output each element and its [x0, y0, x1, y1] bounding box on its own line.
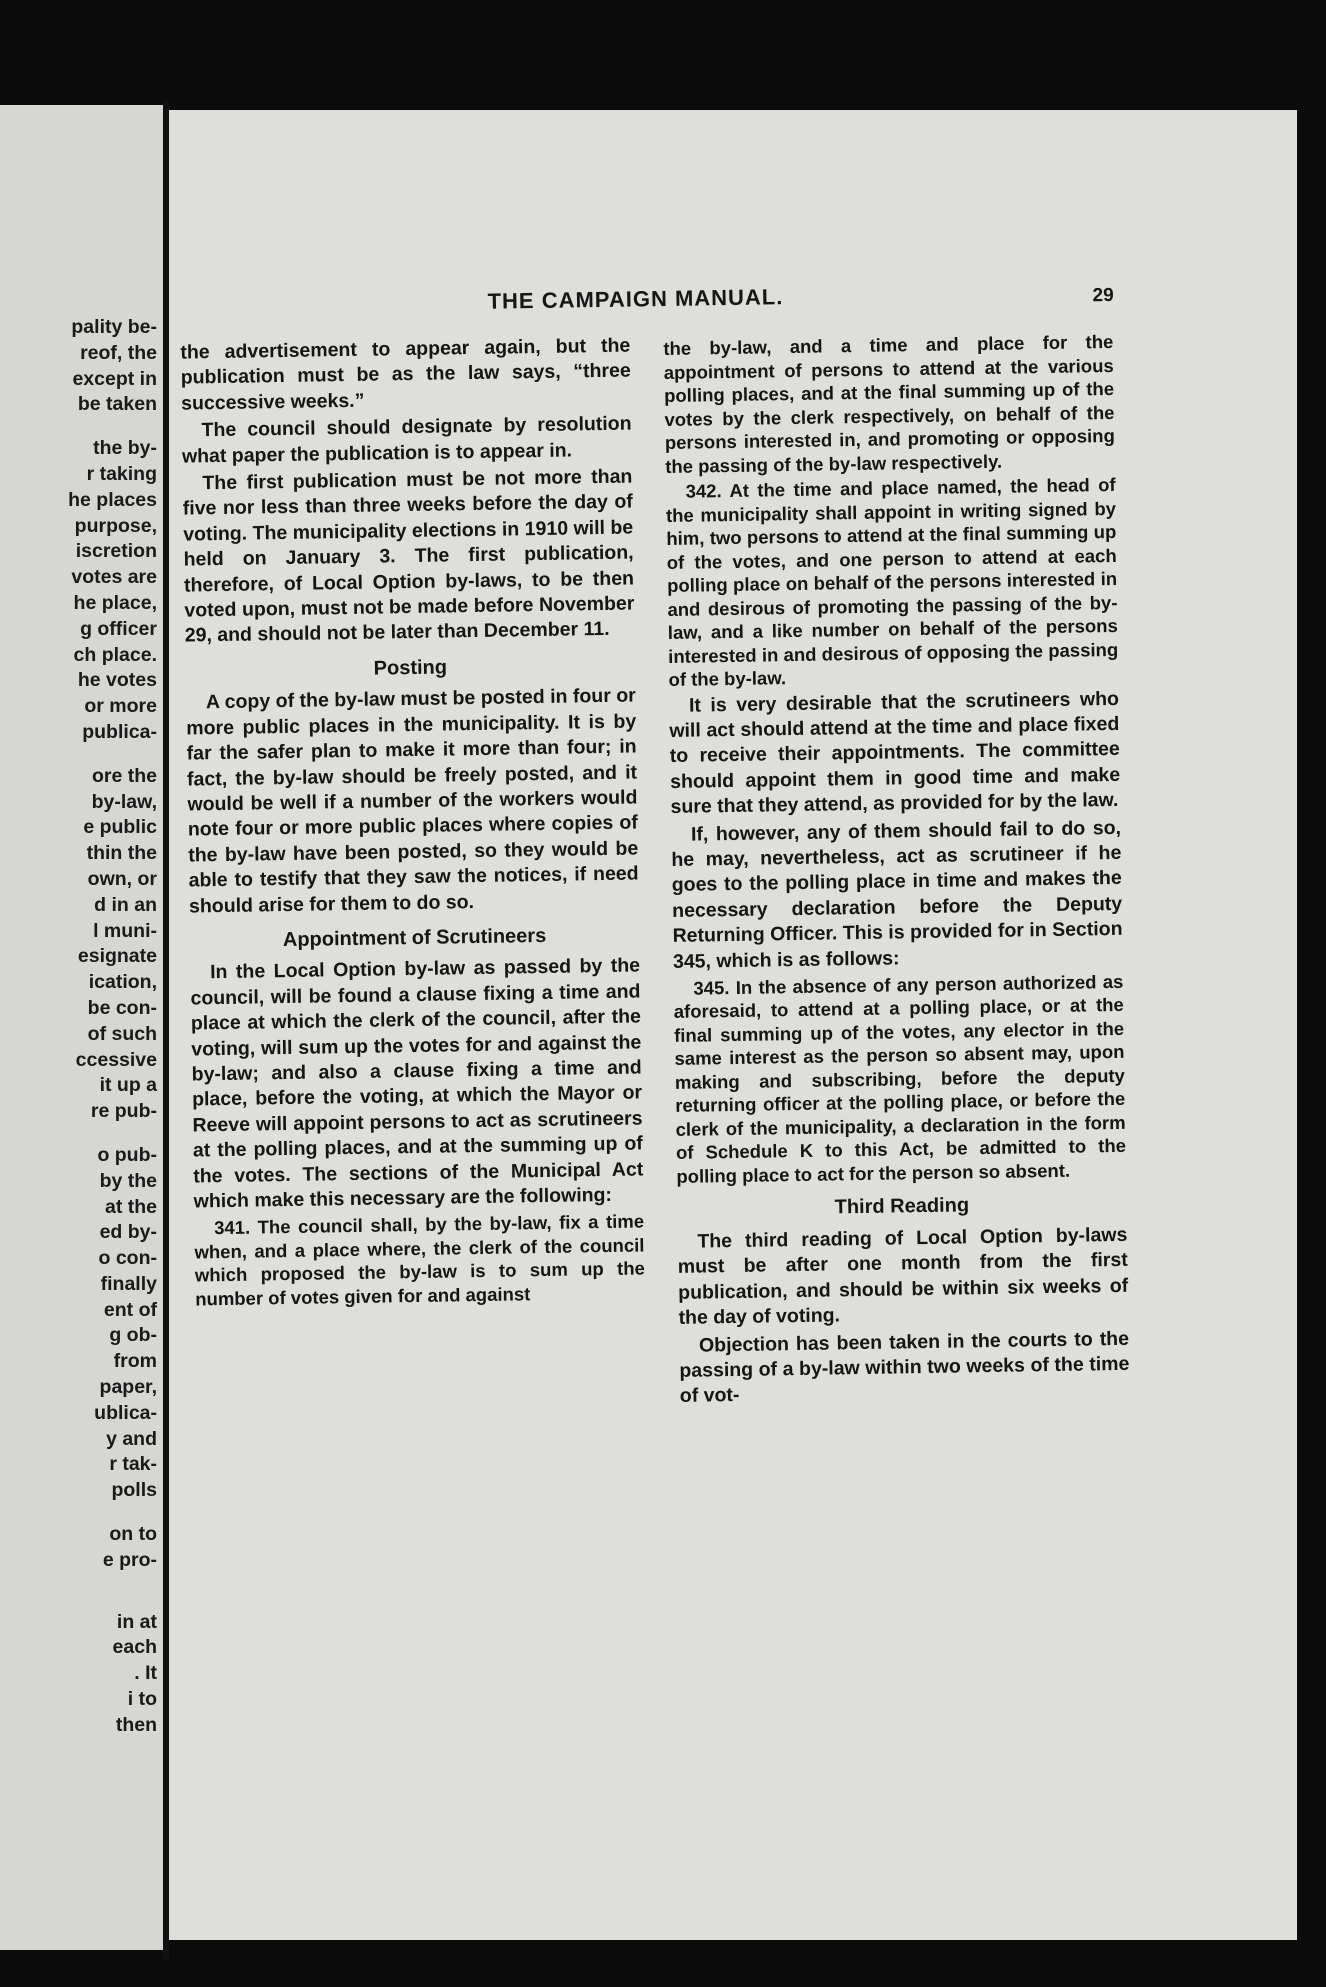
previous-page-line: then: [115, 1713, 157, 1736]
previous-page-line: own, or: [87, 867, 157, 890]
previous-page-line: ent of: [103, 1298, 157, 1321]
previous-page-line: iscretion: [75, 540, 157, 563]
previous-page-line: by the: [99, 1169, 157, 1192]
previous-page-line: the by-: [93, 437, 157, 460]
previous-page-line: he places: [68, 488, 157, 511]
previous-page-line: . It: [134, 1662, 157, 1685]
previous-page-line: of such: [87, 1022, 157, 1045]
page-content: [169, 110, 1297, 1940]
previous-page-line: except in: [72, 367, 157, 390]
previous-page-line: [0, 1125, 157, 1143]
previous-page-line: ed by-: [99, 1221, 157, 1244]
right-column: [663, 330, 1130, 1410]
previous-page-line: purpose,: [74, 514, 157, 537]
previous-page-line: re pub-: [90, 1100, 157, 1123]
running-header: [169, 276, 1286, 328]
previous-page-line: e public: [83, 816, 157, 839]
previous-page-line: ublica-: [94, 1401, 157, 1424]
previous-page-line: publica-: [82, 720, 157, 743]
previous-page-line: he votes: [77, 669, 157, 692]
previous-page-line: by-law,: [91, 790, 157, 813]
previous-page-line: r tak-: [109, 1453, 157, 1476]
previous-page-line: be con-: [87, 996, 157, 1019]
previous-page-line: pality be-: [71, 316, 157, 338]
previous-page-line: paper,: [99, 1376, 157, 1399]
paragraph: It is very desirable that the scrutineers who will act should attend at the time and place fixed to receive their appointments. The committee should appoint them in good time and make sure that they attend, as provided for by the law.: [669, 687, 1121, 819]
paragraph: Objection has been taken in the courts to the passing of a by-law within two weeks of the time of vot-: [679, 1327, 1130, 1408]
previous-page-text-fragments: [0, 315, 157, 1739]
previous-page-line: in at: [116, 1610, 157, 1633]
previous-page-line: on to: [109, 1523, 157, 1546]
previous-page-line: he place,: [73, 591, 157, 614]
previous-page-line: l muni-: [93, 919, 157, 942]
previous-page-line: finally: [100, 1272, 157, 1295]
previous-page-line: y and: [106, 1427, 157, 1450]
previous-page-line: ccessive: [75, 1048, 157, 1071]
previous-page-line: o pub-: [97, 1143, 157, 1166]
previous-page-line: from: [113, 1350, 157, 1373]
previous-page-line: each: [112, 1636, 157, 1659]
book-page: [169, 110, 1297, 1940]
previous-page-line: ch place.: [73, 643, 157, 666]
paragraph: In the Local Option by-law as passed by the council, will be found a clause fixing a time and place at which the clerk of the council, after the voting, will sum up the votes for and against the by-law; and also a clause fixing a time and place, before the voting, at which the Mayor or Reeve will appoint persons to act as scrutineers at the polling places, and at the summing up of the votes. The sections of the Municipal Act which make this necessary are the following:: [190, 954, 644, 1213]
previous-page-line: be taken: [77, 393, 157, 416]
previous-page-line: or more: [84, 695, 157, 718]
running-title: THE CAMPAIGN MANUAL.: [487, 284, 784, 314]
paragraph: The first publication must be not more than five nor less than three weeks before the day of voting. The municipality elections in 1910 will be held on January 3. The first publication, therefore, of Local Option by-laws, to be then voted upon, must not be made before November 29, and should not be later than December 11.: [182, 465, 635, 648]
paragraph: The council should designate by resolution what paper the publication is to appear in.: [181, 412, 632, 468]
previous-page-line: ication,: [88, 971, 157, 994]
section-heading-posting: Posting: [373, 656, 448, 680]
paragraph: The third reading of Local Option by-laws must be after one month from the first publication, and should be within six weeks of the day of voting.: [677, 1223, 1129, 1329]
previous-page-line: o con-: [98, 1247, 157, 1270]
previous-page-line: at the: [104, 1195, 157, 1218]
previous-page-line: [0, 418, 157, 436]
previous-page-line: [0, 746, 157, 764]
previous-page-line: [0, 1574, 157, 1592]
statute-quote: 345. In the absence of any person authorized as aforesaid, to attend at a polling place, or at the final summing up of the votes, any elector in the same interest as the person so absent may, upon making and subscribing, before the deputy returning officer at the polling place, or before the clerk of the municipality, a declaration in the form of Schedule K to this Act, be admitted to the polling place to act for the person so absent.: [673, 970, 1127, 1187]
previous-page-line: thin the: [86, 842, 157, 865]
page-number: 29: [1092, 284, 1114, 307]
previous-page-line: [0, 1592, 157, 1610]
previous-page-line: g officer: [80, 617, 157, 640]
previous-page-line: ore the: [91, 764, 157, 787]
previous-page-line: reof, the: [80, 341, 157, 364]
paragraph: A copy of the by-law must be posted in four or more public places in the municipality. It is by far the safer plan to make it more than four; in fact, the by-law should be freely posted, and it would be well if a number of the workers would note four or more public places where copies of the by-law have been posted, so they would be able to testify that they saw the notices, if need should arise for them to do so.: [186, 684, 639, 918]
previous-page-line: polls: [111, 1479, 157, 1502]
statute-quote: the by-law, and a time and place for the appointment of persons to attend at the various polling places, and at the final summing up of the votes by the clerk respectively, on behalf of the persons interested in, and promoting or opposing the passing of the by-law respectively.: [663, 330, 1115, 477]
previous-page-line: [0, 1504, 157, 1522]
statute-quote: 341. The council shall, by the by-law, fix a time when, and a place where, the clerk of the council which proposed the by-law is to sum up the number of votes given for and against: [194, 1210, 645, 1310]
previous-page-line: d in an: [94, 893, 157, 916]
paragraph: If, however, any of them should fail to do so, he may, nevertheless, act as scrutineer if he goes to the polling place in time and makes the necessary declaration before the Deputy Returning Officer. This is provided for in Section 345, which is as follows:: [671, 816, 1123, 973]
previous-page-line: r taking: [86, 462, 157, 485]
statute-quote: 342. At the time and place named, the head of the municipality shall appoint in writing signed by him, two persons to attend at the final summing up of the votes, and one person to attend at each polling place on behalf of the persons interested in and desirous of promoting the passing of the by-law, and a like number on behalf of the persons interested in and desirous of opposing the passing of the by-law.: [665, 473, 1119, 690]
previous-page-line: g ob-: [109, 1324, 157, 1347]
previous-page-line: e pro-: [102, 1548, 157, 1571]
previous-page-line: i to: [127, 1688, 157, 1711]
previous-page-line: votes are: [71, 566, 157, 589]
section-heading-third-reading: Third Reading: [834, 1194, 970, 1219]
previous-page-sliver: [0, 105, 165, 1950]
previous-page-line: it up a: [99, 1074, 157, 1097]
left-column: [180, 334, 645, 1311]
section-heading-scrutineers: Appointment of Scrutineers: [282, 924, 547, 951]
paragraph: the advertisement to appear again, but the publication must be as the law says, “three successive weeks.”: [180, 334, 631, 415]
previous-page-line: esignate: [77, 945, 157, 968]
